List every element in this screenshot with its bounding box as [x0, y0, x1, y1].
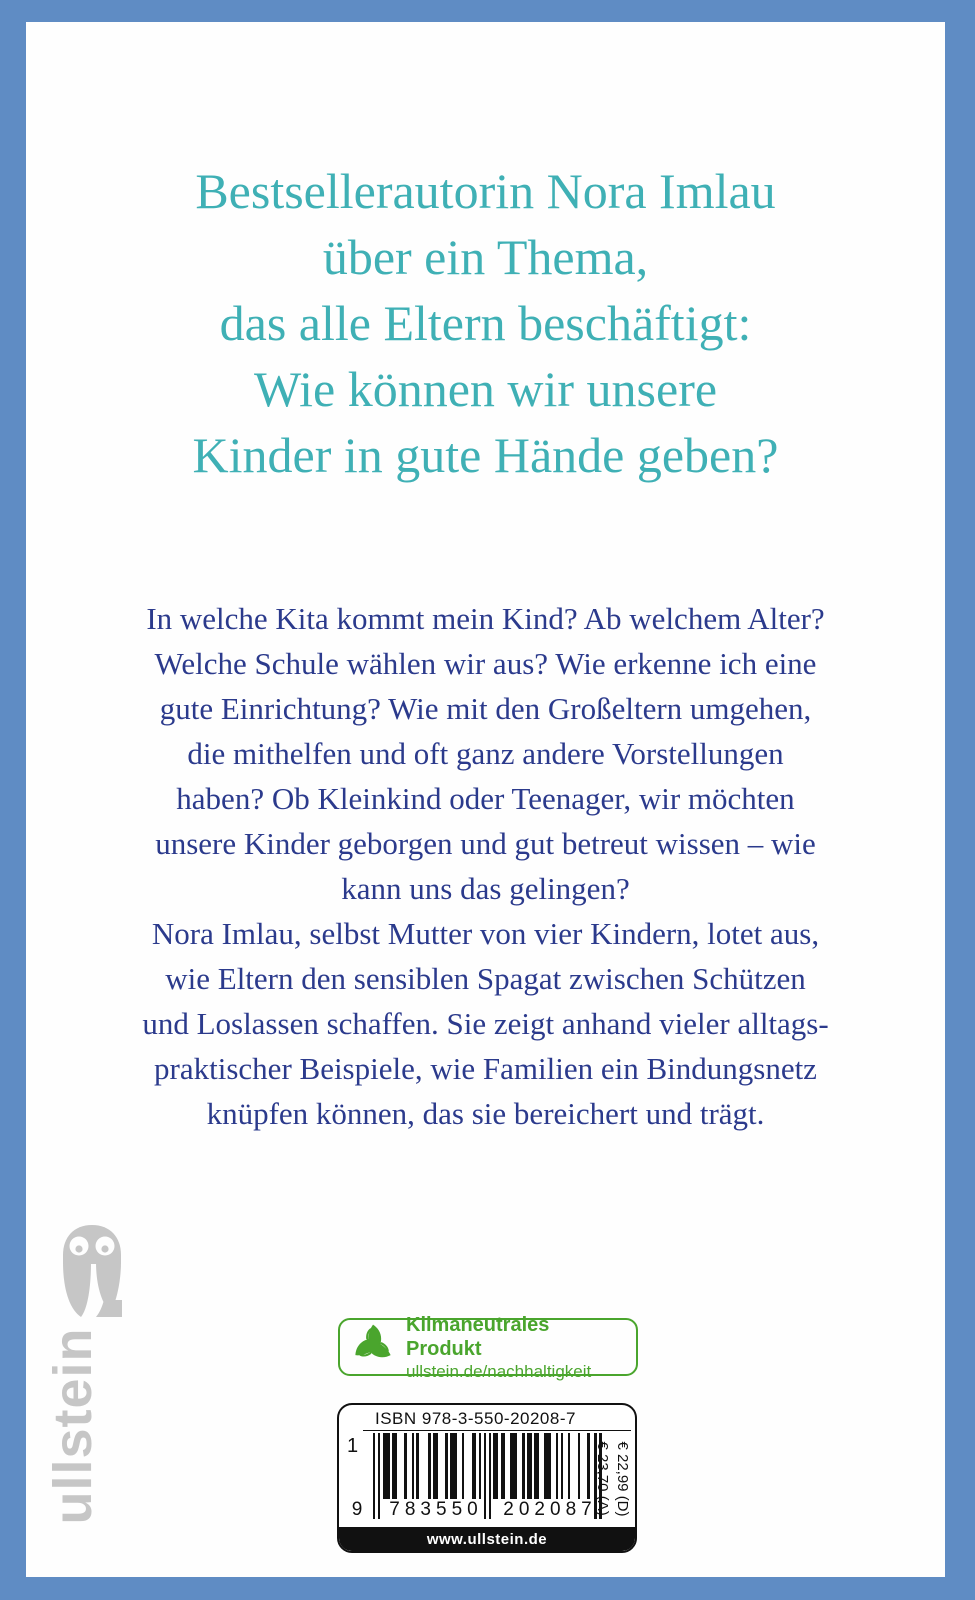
- barcode-digit-group-left: 783550: [389, 1499, 483, 1520]
- blurb-line: unsere Kinder geborgen und gut betreut wissen – wie: [155, 826, 816, 861]
- blurb-line: In welche Kita kommt mein Kind? Ab welchem Alter?: [146, 601, 825, 636]
- price-germany: € 22,99 (D): [614, 1441, 631, 1517]
- blurb-line: haben? Ob Kleinkind oder Teenager, wir möchten: [176, 781, 795, 816]
- blurb-line: gute Einrichtung? Wie mit den Großeltern umgehen,: [159, 691, 812, 726]
- headline-line: Bestsellerautorin Nora Imlau: [195, 163, 776, 219]
- climate-badge: [338, 1313, 638, 1381]
- prices: [575, 1431, 637, 1527]
- headline-line: Wie können wir unsere: [253, 361, 718, 417]
- leaf-cycle-icon: [350, 1322, 396, 1373]
- headline-line: das alle Eltern beschäftigt:: [219, 295, 752, 351]
- blurb-line: die mithelfen und oft ganz andere Vorstellungen: [187, 736, 784, 771]
- blurb-line: Welche Schule wählen wir aus? Wie erkenne ich eine: [154, 646, 817, 681]
- blurb-line: praktischer Beispiele, wie Familien ein Bindungsnetz: [154, 1051, 817, 1086]
- publisher-logo: [40, 1292, 106, 1560]
- cover-page: [26, 22, 945, 1577]
- barcode-digit-first: 9: [351, 1499, 363, 1520]
- price-austria: € 23,70 (A): [594, 1441, 611, 1516]
- headline: [26, 158, 945, 488]
- publisher-name: ullstein: [43, 1327, 103, 1525]
- barcode-label: [337, 1403, 637, 1553]
- publisher-website-bar: www.ullstein.de: [339, 1527, 635, 1551]
- blurb: [26, 596, 945, 1136]
- blurb-line: Nora Imlau, selbst Mutter von vier Kindern, lotet aus,: [151, 916, 820, 951]
- barcode-digit-group-right: 202087: [503, 1499, 597, 1520]
- blurb-line: und Loslassen schaffen. Sie zeigt anhand vieler alltags-: [142, 1006, 829, 1041]
- blurb-line: knüpfen können, das sie bereichert und trägt.: [206, 1096, 765, 1131]
- headline-line: Kinder in gute Hände geben?: [192, 427, 779, 483]
- climate-badge-url: ullstein.de/nachhaltigkeit: [406, 1361, 592, 1381]
- headline-line: über ein Thema,: [322, 229, 649, 285]
- climate-badge-title: Klimaneutrales Produkt: [406, 1313, 550, 1360]
- price-flag: 1: [347, 1435, 359, 1457]
- blurb-line: kann uns das gelingen?: [341, 871, 630, 906]
- isbn-text: ISBN 978-3-550-20208-7: [363, 1408, 631, 1431]
- blurb-line: wie Eltern den sensiblen Spagat zwischen Schützen: [165, 961, 806, 996]
